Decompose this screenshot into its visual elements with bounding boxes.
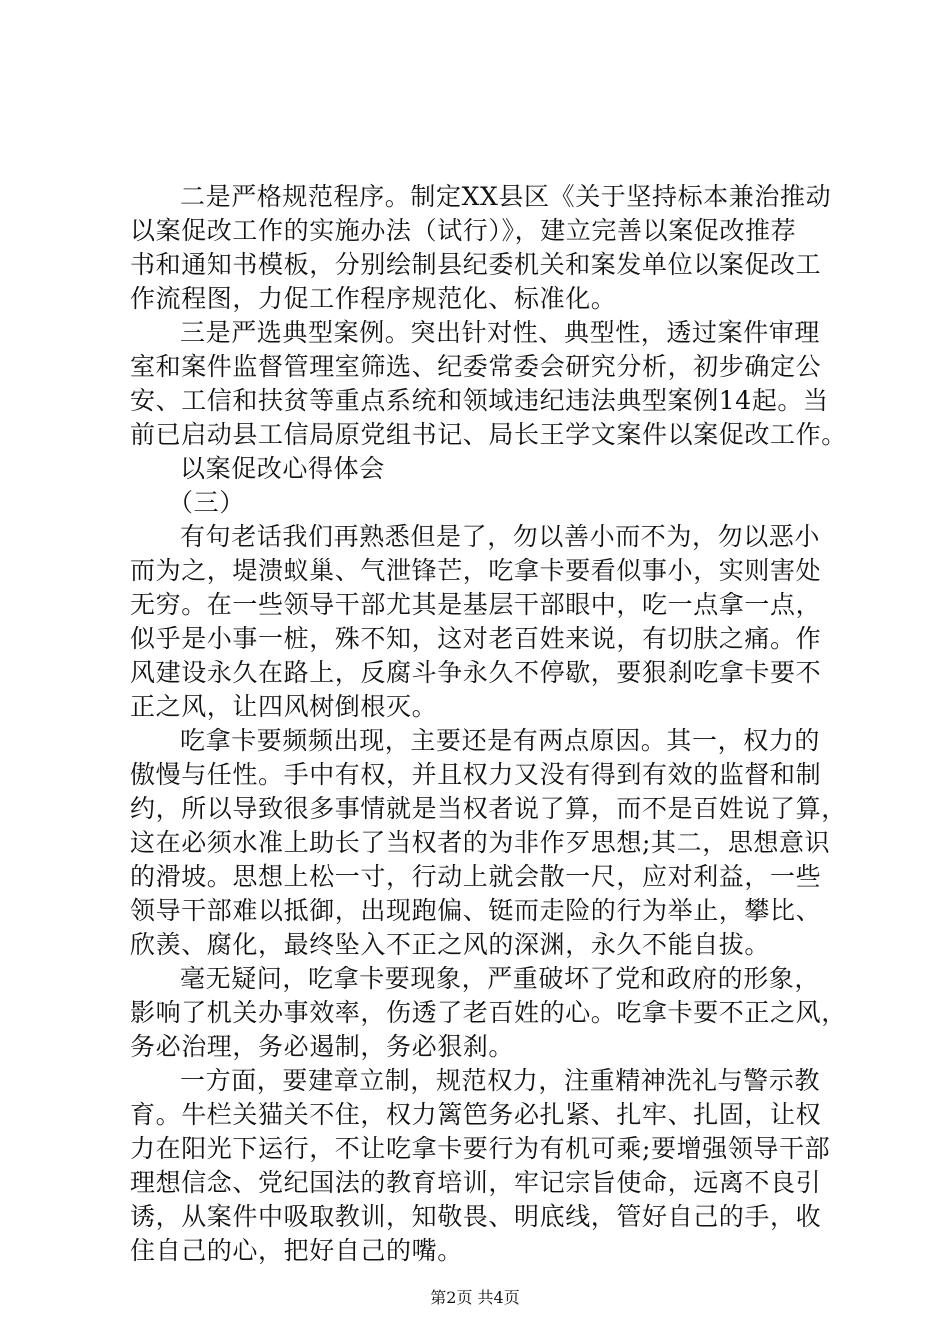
paragraph-line: 似乎是小事一桩，殊不知，这对老百姓来说，有切肤之痛。作 bbox=[130, 624, 822, 653]
paragraph-line: 力在阳光下运行，不让吃拿卡要行为有机可乘;要增强领导干部 bbox=[130, 1134, 831, 1163]
paragraph-line: 这在必须水准上助长了当权者的为非作歹思想;其二，思想意识 bbox=[130, 828, 831, 857]
paragraph-line: 领导干部难以抵御，出现跑偏、铤而走险的行为举止，攀比、 bbox=[130, 896, 822, 925]
paragraph-line: 的滑坡。思想上松一寸，行动上就会散一尺，应对利益，一些 bbox=[130, 862, 822, 891]
paragraph-line: 三是严选典型案例。突出针对性、典型性，透过案件审理 bbox=[180, 318, 821, 347]
paragraph-line: 约，所以导致很多事情就是当权者说了算，而不是百姓说了算， bbox=[130, 794, 847, 823]
paragraph-line: 风建设永久在路上，反腐斗争永久不停歇，要狠刹吃拿卡要不 bbox=[130, 658, 822, 687]
paragraph-line: 育。牛栏关猫关不住，权力篱笆务必扎紧、扎牢、扎固，让权 bbox=[130, 1100, 822, 1129]
paragraph-line: 欣羡、腐化，最终坠入不正之风的深渊，永久不能自拔。 bbox=[130, 930, 771, 959]
paragraph-line: 以案促改工作的实施办法（试行）》，建立完善以案促改推荐 bbox=[130, 216, 797, 245]
paragraph-line: 务必治理，务必遏制，务必狠刹。 bbox=[130, 1032, 515, 1061]
paragraph-line: 室和案件监督管理室筛选、纪委常委会研究分析，初步确定公 bbox=[130, 352, 822, 381]
paragraph-line: 一方面，要建章立制，规范权力，注重精神洗礼与警示教 bbox=[180, 1066, 821, 1095]
paragraph-line: 前已启动县工信局原党组书记、局长王学文案件以案促改工作。 bbox=[130, 420, 847, 449]
paragraph-line: 作流程图，力促工作程序规范化、标准化。 bbox=[130, 284, 617, 313]
paragraph-line: 二是严格规范程序。制定XX县区《关于坚持标本兼治推动 bbox=[180, 182, 832, 211]
paragraph-line: 正之风，让四风树倒根灭。 bbox=[130, 692, 438, 721]
paragraph-line: 安、工信和扶贫等重点系统和领域违纪违法典型案例14起。当 bbox=[130, 386, 829, 415]
paragraph-line: 傲慢与任性。手中有权，并且权力又没有得到有效的监督和制 bbox=[130, 760, 822, 789]
paragraph-line: 理想信念、党纪国法的教育培训，牢记宗旨使命，远离不良引 bbox=[130, 1168, 822, 1197]
paragraph-line: 书和通知书模板，分别绘制县纪委机关和案发单位以案促改工 bbox=[130, 250, 822, 279]
paragraph-line: 有句老话我们再熟悉但是了，勿以善小而不为，勿以恶小 bbox=[180, 522, 821, 551]
section-subtitle: （三） bbox=[168, 488, 245, 517]
section-title: 以案促改心得体会 bbox=[180, 454, 385, 483]
paragraph-line: 吃拿卡要频频出现，主要还是有两点原因。其一，权力的 bbox=[180, 726, 821, 755]
paragraph-line: 住自己的心，把好自己的嘴。 bbox=[130, 1236, 463, 1265]
paragraph-line: 毫无疑问，吃拿卡要现象，严重破坏了党和政府的形象， bbox=[180, 964, 821, 993]
paragraph-line: 而为之，堤溃蚁巢、气泄锋芒，吃拿卡要看似事小，实则害处 bbox=[130, 556, 822, 585]
paragraph-line: 影响了机关办事效率，伤透了老百姓的心。吃拿卡要不正之风， bbox=[130, 998, 847, 1027]
page-number-footer: 第2页 共4页 bbox=[430, 1288, 520, 1307]
paragraph-line: 诱，从案件中吸取教训，知敬畏、明底线，管好自己的手，收 bbox=[130, 1202, 822, 1231]
paragraph-line: 无穷。在一些领导干部尤其是基层干部眼中，吃一点拿一点， bbox=[130, 590, 822, 619]
